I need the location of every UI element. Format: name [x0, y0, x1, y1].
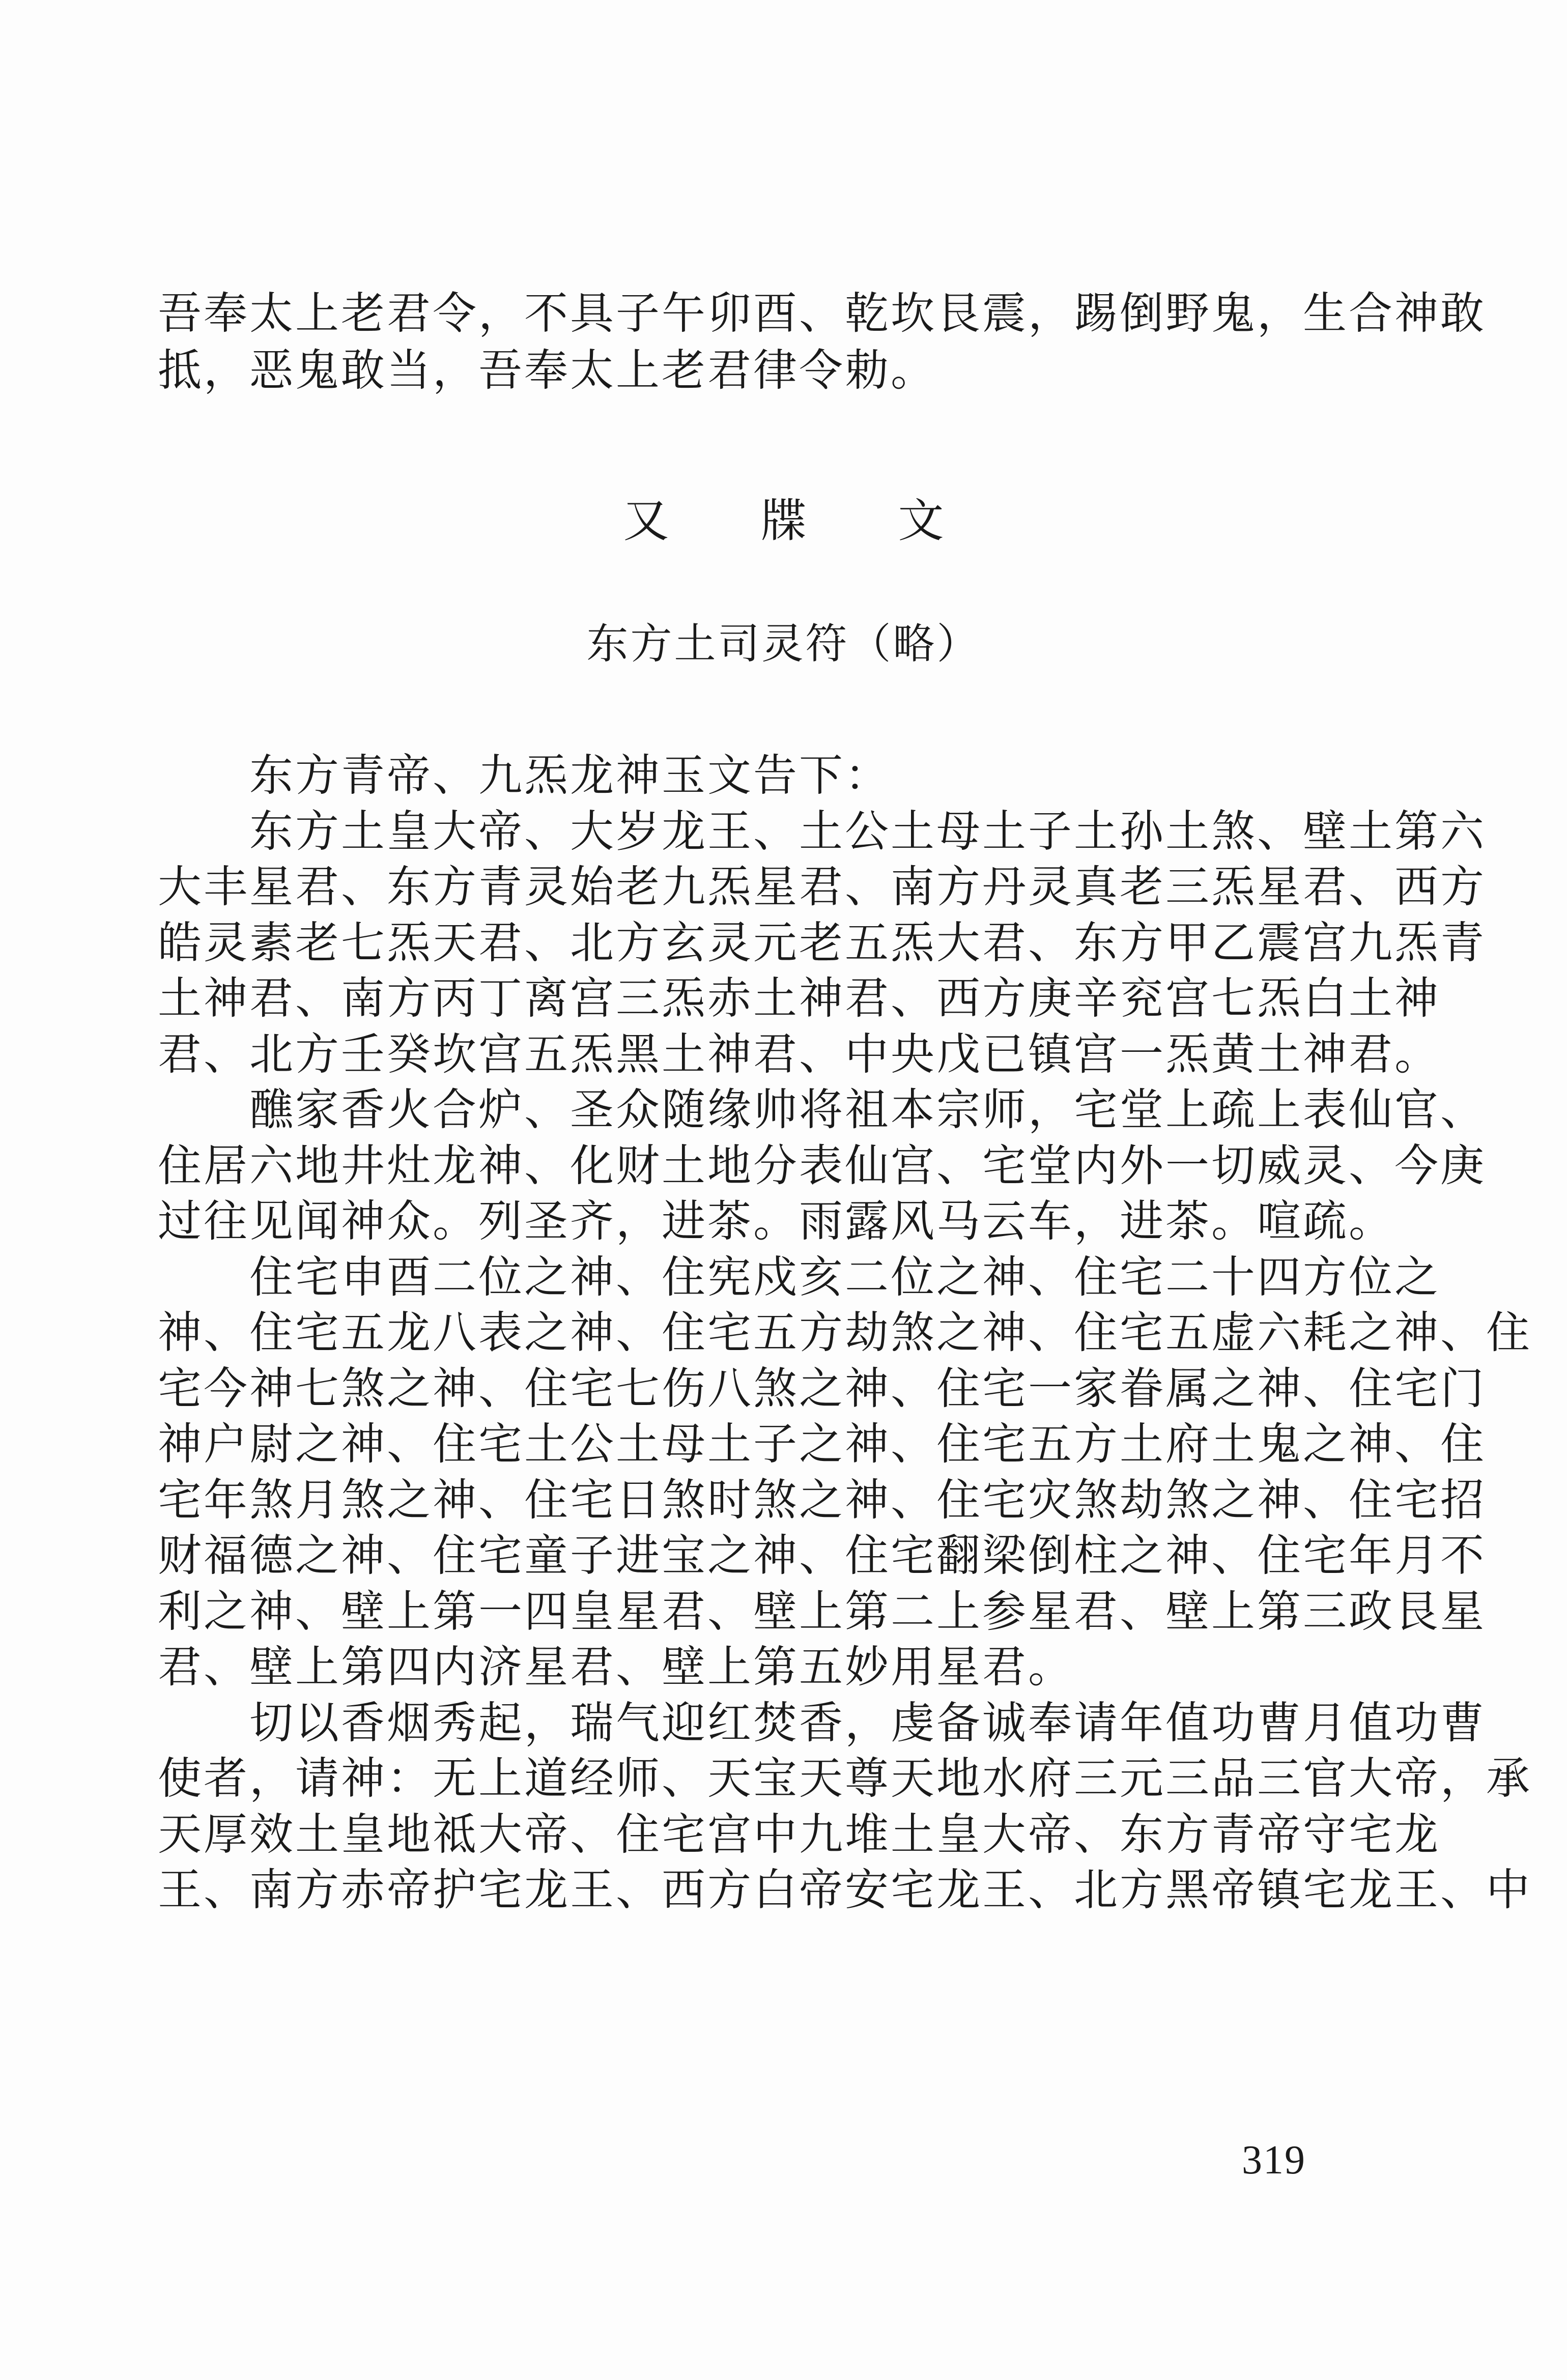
intro-paragraph	[158, 285, 1486, 399]
page-number: 319	[1242, 2138, 1306, 2183]
text-line: 抵，恶鬼敢当，吾奉太上老君律令勅。	[158, 345, 936, 396]
text-line: 君、壁上第四内济星君、壁上第五妙用星君。	[158, 1642, 1074, 1693]
text-line: 王、南方赤帝护宅龙王、西方白帝安宅龙王、北方黑帝镇宅龙王、中	[158, 1865, 1532, 1915]
text-line: 宅年煞月煞之神、住宅日煞时煞之神、住宅灾煞劫煞之神、住宅招	[158, 1474, 1486, 1526]
text-line: 君、北方壬癸坎宫五炁黑土神君、中央戊已镇宫一炁黄土神君。	[158, 1028, 1440, 1080]
text-line: 醮家香火合炉、圣众随缘帅将祖本宗师，宅堂上疏上表仙官、	[158, 1084, 1486, 1135]
text-line: 利之神、壁上第一四皇星君、壁上第二上参星君、壁上第三政艮星	[158, 1586, 1486, 1637]
text-line: 吾奉太上老君令，不具子午卯酉、乾坎艮震，踢倒野鬼，生合神敢	[158, 288, 1486, 339]
text-line: 神、住宅五龙八表之神、住宅五方劫煞之神、住宅五虚六耗之神、住	[158, 1307, 1532, 1358]
text-line: 财福德之神、住宅童子进宝之神、住宅翻梁倒柱之神、住宅年月不	[158, 1530, 1486, 1581]
text-line: 天厚效土皇地祗大帝、住宅宫中九堆土皇大帝、东方青帝守宅龙	[158, 1809, 1440, 1860]
text-line: 土神君、南方丙丁离宫三炁赤土神君、西方庚辛兖宫七炁白土神	[158, 973, 1440, 1024]
text-line: 过往见闻神众。列圣齐，进茶。雨露风马云车，进茶。喧疏。	[158, 1196, 1394, 1247]
text-line: 住宅申酉二位之神、住宪戍亥二位之神、住宅二十四方位之	[158, 1251, 1440, 1303]
text-line: 住居六地井灶龙神、化财土地分表仙宫、宅堂内外一切威灵、今庚	[158, 1140, 1486, 1191]
text-line: 东方青帝、九炁龙神玉文告下：	[158, 750, 891, 801]
text-line: 神户尉之神、住宅土公土母土子之神、住宅五方土府土鬼之神、住	[158, 1419, 1486, 1470]
section-subheading: 东方土司灵符（略）	[586, 620, 981, 668]
text-line: 大丰星君、东方青灵始老九炁星君、南方丹灵真老三炁星君、西方	[158, 862, 1486, 912]
body-text	[158, 748, 1532, 1918]
text-line: 切以香烟秀起，瑞气迎红焚香，虔备诚奉请年值功曹月值功曹	[158, 1697, 1486, 1748]
text-line: 使者，请神：无上道经师、天宝天尊天地水府三元三品三官大帝，承	[158, 1753, 1532, 1804]
text-line: 皓灵素老七炁天君、北方玄灵元老五炁大君、东方甲乙震宫九炁青	[158, 917, 1486, 968]
text-line: 宅今神七煞之神、住宅七伤八煞之神、住宅一家眷属之神、住宅门	[158, 1363, 1486, 1414]
section-heading: 又牒文	[623, 494, 1036, 548]
text-line: 东方土皇大帝、大岁龙王、土公土母土子土孙土煞、壁土第六	[158, 806, 1486, 857]
